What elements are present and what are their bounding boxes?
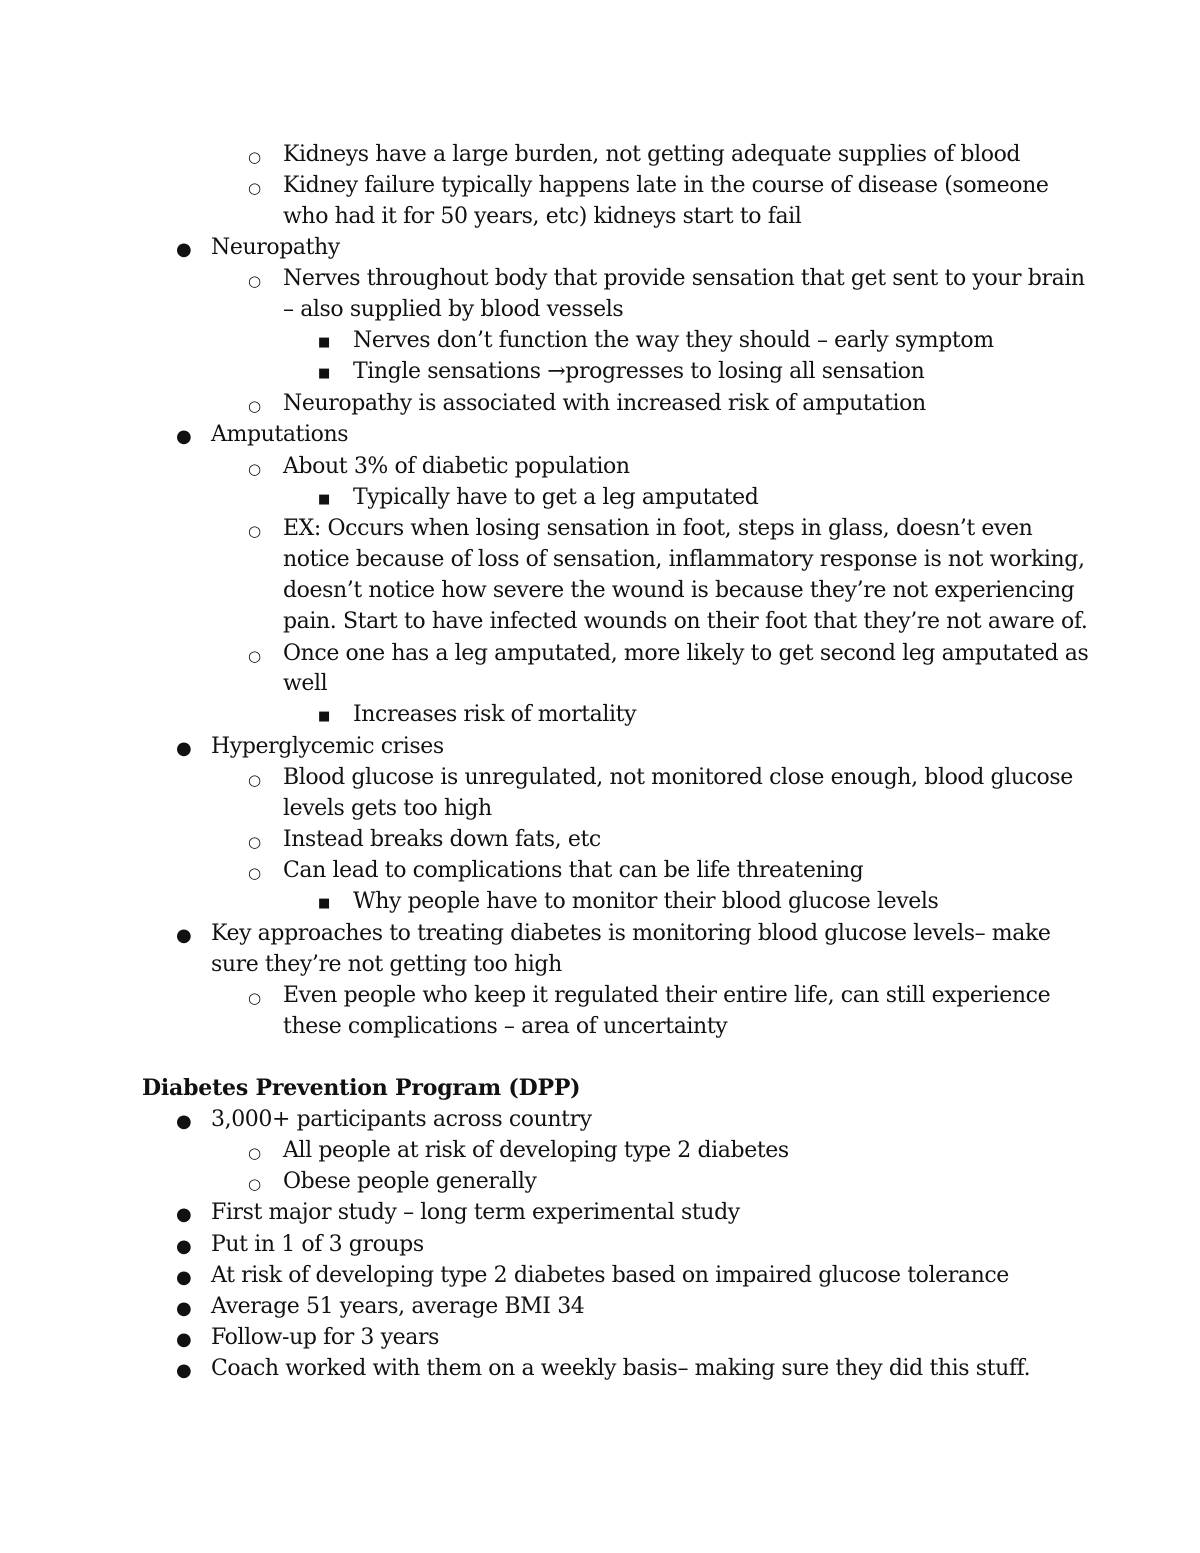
list-item-continuation: notice because of loss of sensation, inflammatory response is not working, bbox=[283, 547, 1085, 572]
bullet-disc: ● bbox=[176, 1236, 192, 1257]
bullet-circle: ○ bbox=[248, 647, 262, 665]
list-item: Hyperglycemic crises bbox=[211, 734, 444, 759]
list-item: Amputations bbox=[211, 422, 349, 447]
bullet-circle: ○ bbox=[248, 179, 262, 197]
list-item: First major study – long term experimental study bbox=[211, 1200, 740, 1225]
list-item: Increases risk of mortality bbox=[353, 702, 637, 727]
bullet-circle: ○ bbox=[248, 522, 262, 540]
bullet-square: ■ bbox=[318, 492, 331, 507]
bullet-disc: ● bbox=[176, 426, 192, 447]
bullet-circle: ○ bbox=[248, 460, 262, 478]
list-item: 3,000+ participants across country bbox=[211, 1107, 592, 1132]
list-item: Instead breaks down fats, etc bbox=[283, 827, 601, 852]
section-heading: Diabetes Prevention Program (DPP) bbox=[142, 1075, 581, 1101]
list-item: Once one has a leg amputated, more likely to get second leg amputated as bbox=[283, 641, 1089, 666]
list-item: Kidney failure typically happens late in the course of disease (someone bbox=[283, 173, 1049, 198]
list-item: Coach worked with them on a weekly basis– making sure they did this stuff. bbox=[211, 1356, 1031, 1381]
bullet-circle: ○ bbox=[248, 1144, 262, 1162]
list-item: All people at risk of developing type 2 diabetes bbox=[283, 1138, 789, 1163]
bullet-square: ■ bbox=[318, 709, 331, 724]
bullet-disc: ● bbox=[176, 1267, 192, 1288]
bullet-circle: ○ bbox=[248, 989, 262, 1007]
list-item: Blood glucose is unregulated, not monitored close enough, blood glucose bbox=[283, 765, 1073, 790]
list-item: At risk of developing type 2 diabetes based on impaired glucose tolerance bbox=[211, 1263, 1009, 1288]
bullet-disc: ● bbox=[176, 239, 192, 260]
bullet-disc: ● bbox=[176, 1329, 192, 1350]
bullet-disc: ● bbox=[176, 1298, 192, 1319]
bullet-disc: ● bbox=[176, 1111, 192, 1132]
list-item-continuation: doesn’t notice how severe the wound is because they’re not experiencing bbox=[283, 578, 1075, 603]
list-item: About 3% of diabetic population bbox=[283, 454, 630, 479]
bullet-circle: ○ bbox=[248, 1175, 262, 1193]
bullet-circle: ○ bbox=[248, 148, 262, 166]
list-item: Neuropathy is associated with increased risk of amputation bbox=[283, 391, 926, 416]
list-item-continuation: levels gets too high bbox=[283, 796, 492, 821]
bullet-square: ■ bbox=[318, 366, 331, 381]
list-item: Why people have to monitor their blood glucose levels bbox=[353, 889, 939, 914]
bullet-disc: ● bbox=[176, 738, 192, 759]
list-item: Obese people generally bbox=[283, 1169, 537, 1194]
bullet-square: ■ bbox=[318, 896, 331, 911]
list-item: Tingle sensations →progresses to losing all sensation bbox=[353, 359, 925, 384]
bullet-circle: ○ bbox=[248, 864, 262, 882]
list-item: Neuropathy bbox=[211, 235, 340, 260]
bullet-circle: ○ bbox=[248, 272, 262, 290]
bullet-disc: ● bbox=[176, 925, 192, 946]
list-item: Nerves don’t function the way they should – early symptom bbox=[353, 328, 994, 353]
list-item-continuation: – also supplied by blood vessels bbox=[283, 297, 624, 322]
list-item-continuation: pain. Start to have infected wounds on their foot that they’re not aware of. bbox=[283, 609, 1088, 634]
list-item: Kidneys have a large burden, not getting adequate supplies of blood bbox=[283, 142, 1021, 167]
list-item-continuation: who had it for 50 years, etc) kidneys start to fail bbox=[283, 204, 802, 229]
bullet-disc: ● bbox=[176, 1360, 192, 1381]
bullet-circle: ○ bbox=[248, 397, 262, 415]
bullet-circle: ○ bbox=[248, 833, 262, 851]
list-item-continuation: sure they’re not getting too high bbox=[211, 952, 562, 977]
list-item-continuation: well bbox=[283, 671, 328, 696]
list-item: Even people who keep it regulated their entire life, can still experience bbox=[283, 983, 1051, 1008]
bullet-circle: ○ bbox=[248, 771, 262, 789]
list-item: EX: Occurs when losing sensation in foot, steps in glass, doesn’t even bbox=[283, 516, 1033, 541]
list-item: Can lead to complications that can be life threatening bbox=[283, 858, 864, 883]
bullet-disc: ● bbox=[176, 1204, 192, 1225]
list-item: Average 51 years, average BMI 34 bbox=[211, 1294, 585, 1319]
list-item: Put in 1 of 3 groups bbox=[211, 1232, 424, 1257]
bullet-square: ■ bbox=[318, 335, 331, 350]
list-item: Nerves throughout body that provide sensation that get sent to your brain bbox=[283, 266, 1085, 291]
list-item: Follow-up for 3 years bbox=[211, 1325, 439, 1350]
list-item-continuation: these complications – area of uncertainty bbox=[283, 1014, 728, 1039]
list-item: Key approaches to treating diabetes is monitoring blood glucose levels– make bbox=[211, 921, 1051, 946]
list-item: Typically have to get a leg amputated bbox=[353, 485, 759, 510]
